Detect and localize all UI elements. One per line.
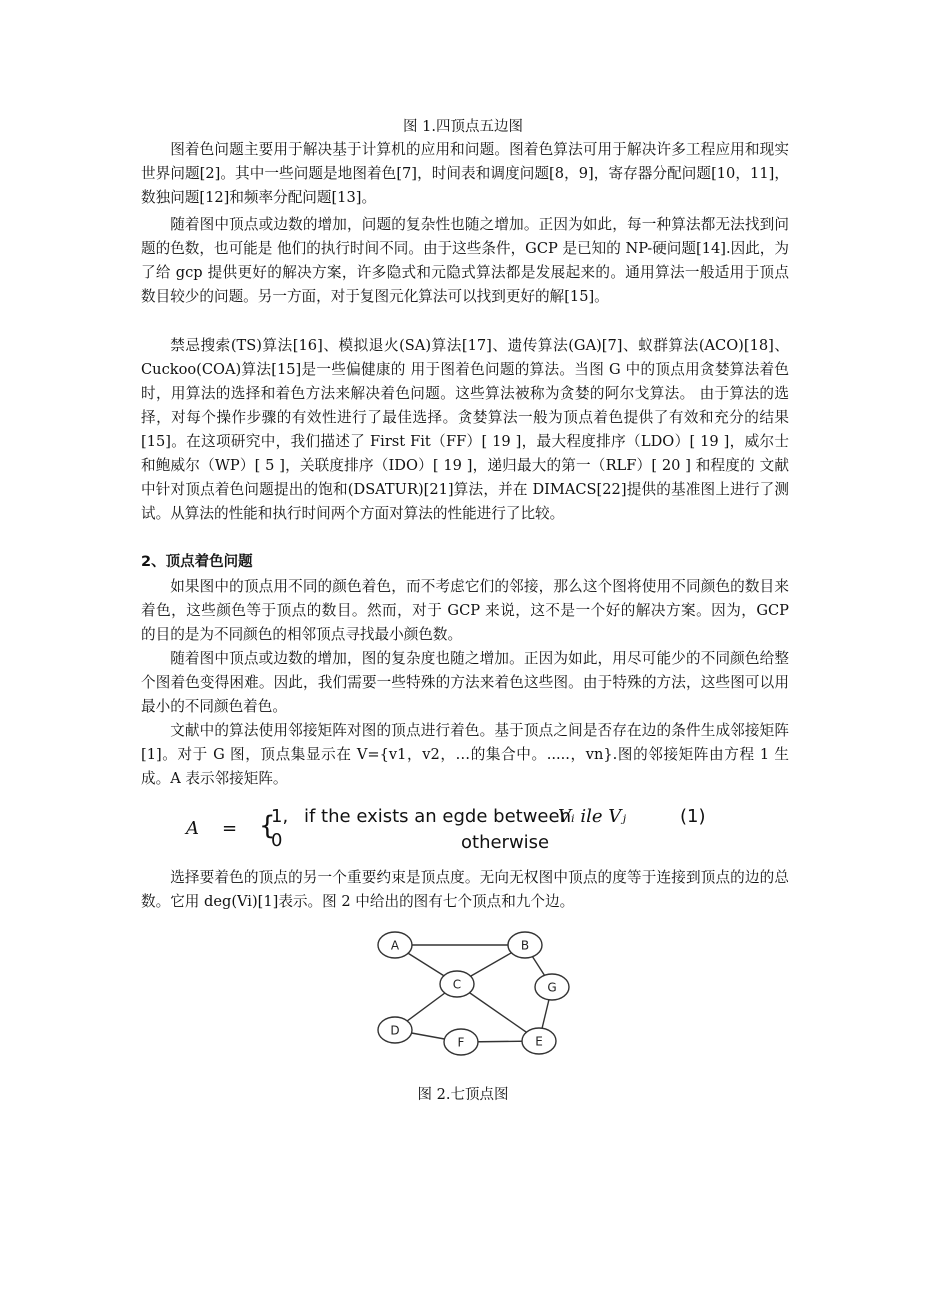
graph-node-label-A: A: [390, 938, 400, 953]
paragraph-complexity: 随着图中顶点或边数的增加，问题的复杂性也随之增加。正因为如此，每一种算法都无法找到问题的色数，也可能是 他们的执行时间不同。由于这些条件，GCP 是已知的 NP-硬问题[14].因此，为了给 gcp 提供更好的解决方案，许多隐式和元隐式算法都是发展起来的。通用算法一般适用于顶点数目较少的问题。另一方面，对于复图元化算法可以找到更好的解[15]。: [141, 216, 789, 305]
paragraph-coloring-definition: 如果图中的顶点用不同的颜色着色，而不考虑它们的邻接，那么这个图将使用不同颜色的数目来着色，这些颜色等于顶点的数目。然而，对于 GCP 来说，这不是一个好的解决方案。因为，GCP 的目的是为不同颜色的相邻顶点寻找最小颜色数。: [141, 578, 789, 643]
figure2-caption: 图 2.七顶点图: [417, 1087, 509, 1103]
paragraph-coloring-difficulty: 随着图中顶点或边数的增加，图的复杂度也随之增加。正因为如此，用尽可能少的不同颜色给整个图着色变得困难。因此，我们需要一些特殊的方法来着色这些图。由于特殊的方法，这些图可以用最小的不同颜色着色。: [141, 650, 789, 715]
section-heading-vertex-coloring: 2、顶点着色问题: [141, 554, 253, 570]
equation-case1-vars: Vᵢ ile Vⱼ: [558, 806, 626, 827]
paragraph-vertex-degree: 选择要着色的顶点的另一个重要约束是顶点度。无向无权图中顶点的度等于连接到顶点的边的总数。它用 deg(Vi)[1]表示。图 2 中给出的图有七个顶点和九个边。: [141, 869, 789, 910]
equation-adjacency: [0, 800, 926, 860]
equation-case1-condition: if the exists an egde between: [304, 806, 571, 827]
paragraph-adjacency-matrix: 文献中的算法使用邻接矩阵对图的顶点进行着色。基于顶点之间是否存在边的条件生成邻接矩阵[1]。对于 G 图，顶点集显示在 V={v1，v2，…的集合中。.....，vn}.图的邻接矩阵由方程 1 生成。A 表示邻接矩阵。: [141, 722, 789, 787]
equation-case1-value: 1,: [271, 806, 289, 827]
equation-case2-condition: otherwise: [461, 832, 550, 853]
graph-node-label-D: D: [390, 1023, 400, 1038]
figure2-graph: [0, 920, 926, 1060]
equation-number: (1): [680, 806, 706, 827]
equation-equals: =: [222, 818, 238, 839]
paragraph-algorithms: 禁忌搜索(TS)算法[16]、模拟退火(SA)算法[17]、遗传算法(GA)[7]、蚁群算法(ACO)[18]、Cuckoo(COA)算法[15]是一些偏健康的 用于图着色问题的算法。当图 G 中的顶点用贪婪算法着色时，用算法的选择和着色方法来解决着色问题。这些算法被称为贪婪的阿尔戈算法。 由于算法的选择，对每个操作步骤的有效性进行了最佳选择。贪婪算法一般为顶点着色提供了有效和充分的结果[15]。在这项研究中，我们描述了 First Fit（FF）[ 19 ]，最大程度排序（LDO）[ 19 ]，威尔士和鲍威尔（WP）[ 5 ]，关联度排序（IDO）[ 19 ]，递归最大的第一（RLF）[ 20 ] 和程度的 文献中针对顶点着色问题提出的饱和(DSATUR)[21]算法，并在 DIMACS[22]提供的基准图上进行了测试。从算法的性能和执行时间两个方面对算法的性能进行了比较。: [141, 337, 789, 522]
graph-node-label-E: E: [535, 1034, 543, 1049]
graph-node-label-F: F: [457, 1035, 465, 1050]
graph-node-label-B: B: [520, 938, 530, 953]
graph-svg: [0, 920, 926, 1060]
graph-node-label-G: G: [547, 980, 557, 995]
equation-case2-value: 0: [271, 830, 283, 851]
figure1-caption: 图 1.四顶点五边图: [403, 119, 523, 135]
equation-lhs: A: [186, 818, 199, 839]
equation-brace: {: [259, 811, 276, 841]
paragraph-intro-applications: 图着色问题主要用于解决基于计算机的应用和问题。图着色算法可用于解决许多工程应用和现实世界问题[2]。其中一些问题是地图着色[7]，时间表和调度问题[8，9]，寄存器分配问题[10，11]，数独问题[12]和频率分配问题[13]。: [141, 141, 789, 206]
graph-node-label-C: C: [452, 977, 462, 992]
